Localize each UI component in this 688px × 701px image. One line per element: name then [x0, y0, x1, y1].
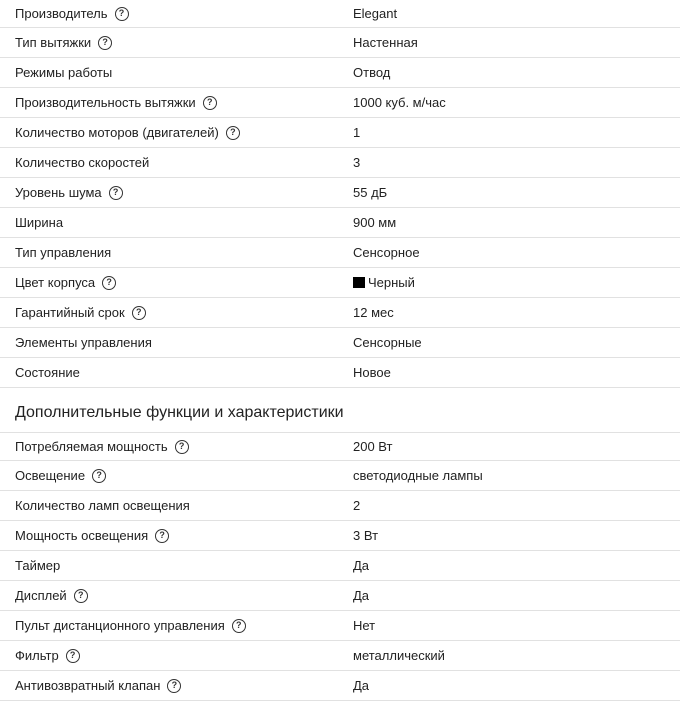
spec-value-cell: [353, 65, 680, 80]
spec-label-cell: [0, 365, 353, 380]
spec-label: Количество скоростей: [15, 155, 150, 170]
spec-label: Тип вытяжки: [15, 35, 92, 50]
spec-label: Потребляемая мощность: [15, 439, 168, 454]
spec-row: [0, 178, 680, 208]
spec-row: [0, 58, 680, 88]
help-icon[interactable]: ?: [203, 96, 217, 110]
section-title-extra-features: [0, 388, 680, 433]
spec-value-cell: [353, 305, 680, 320]
spec-label: Режимы работы: [15, 65, 113, 80]
spec-row: [0, 358, 680, 388]
spec-value-cell: [353, 335, 680, 350]
spec-label-cell: [0, 468, 353, 483]
spec-value: 3: [353, 155, 361, 170]
spec-value-cell: [353, 588, 680, 603]
spec-value: Новое: [353, 365, 391, 380]
spec-row: [0, 461, 680, 491]
spec-label-cell: [0, 678, 353, 693]
help-icon[interactable]: ?: [109, 186, 123, 200]
spec-row: [0, 118, 680, 148]
spec-value-cell: [353, 365, 680, 380]
spec-value-cell: [353, 245, 680, 260]
spec-label-cell: [0, 6, 353, 21]
spec-label: Освещение: [15, 468, 86, 483]
spec-value: Сенсорное: [353, 245, 420, 260]
spec-value: 1000 куб. м/час: [353, 95, 446, 110]
spec-row: [0, 328, 680, 358]
spec-value-cell: [353, 185, 680, 200]
spec-label: Состояние: [15, 365, 80, 380]
spec-label-cell: [0, 275, 353, 290]
spec-value: 1: [353, 125, 361, 140]
spec-label: Количество моторов (двигателей): [15, 125, 219, 140]
spec-label: Мощность освещения: [15, 528, 149, 543]
spec-label-cell: [0, 245, 353, 260]
spec-value: 12 мес: [353, 305, 394, 320]
spec-value: Настенная: [353, 35, 418, 50]
spec-row: [0, 208, 680, 238]
spec-value-cell: [353, 468, 680, 483]
spec-label: Гарантийный срок: [15, 305, 125, 320]
spec-label: Производительность вытяжки: [15, 95, 196, 110]
spec-row: [0, 268, 680, 298]
spec-row: [0, 641, 680, 671]
spec-label: Тип управления: [15, 245, 112, 260]
spec-row: [0, 521, 680, 551]
help-icon[interactable]: ?: [232, 619, 246, 633]
spec-row: [0, 581, 680, 611]
spec-value-cell: [353, 275, 680, 290]
help-icon[interactable]: ?: [98, 36, 112, 50]
spec-value: Отвод: [353, 65, 391, 80]
spec-row: [0, 28, 680, 58]
spec-label-cell: [0, 125, 353, 140]
spec-value: Да: [353, 588, 370, 603]
spec-label-cell: [0, 618, 353, 633]
spec-label-cell: [0, 588, 353, 603]
spec-label-cell: [0, 439, 353, 454]
spec-row: [0, 88, 680, 118]
spec-label: Антивозвратный клапан: [15, 678, 161, 693]
section-title-text: Дополнительные функции и характеристики: [15, 404, 344, 421]
spec-label: Дисплей: [15, 588, 67, 603]
spec-label: Производитель: [15, 6, 108, 21]
spec-row: [0, 491, 680, 521]
spec-value: 200 Вт: [353, 439, 393, 454]
spec-row: [0, 148, 680, 178]
spec-label: Цвет корпуса: [15, 275, 96, 290]
spec-row: [0, 298, 680, 328]
help-icon[interactable]: ?: [155, 529, 169, 543]
spec-value-cell: [353, 678, 680, 693]
spec-label-cell: [0, 558, 353, 573]
spec-label-cell: [0, 35, 353, 50]
spec-label: Фильтр: [15, 648, 59, 663]
help-icon[interactable]: ?: [102, 276, 116, 290]
spec-value-cell: [353, 558, 680, 573]
spec-value: Нет: [353, 618, 376, 633]
spec-value: Да: [353, 678, 370, 693]
spec-value-cell: [353, 95, 680, 110]
spec-label: Элементы управления: [15, 335, 152, 350]
spec-value-cell: [353, 498, 680, 513]
spec-value-cell: [353, 125, 680, 140]
spec-value-cell: [353, 439, 680, 454]
spec-value: светодиодные лампы: [353, 468, 483, 483]
help-icon[interactable]: ?: [115, 7, 129, 21]
spec-value-cell: [353, 155, 680, 170]
extra-spec-table: [0, 433, 680, 701]
spec-value: Да: [353, 558, 370, 573]
spec-label: Пульт дистанционного управления: [15, 618, 225, 633]
help-icon[interactable]: ?: [132, 306, 146, 320]
spec-value: 900 мм: [353, 215, 397, 230]
spec-value: Elegant: [353, 6, 398, 21]
spec-label: Ширина: [15, 215, 64, 230]
spec-value-cell: [353, 528, 680, 543]
spec-row: [0, 551, 680, 581]
spec-value-cell: [353, 618, 680, 633]
spec-value: Сенсорные: [353, 335, 422, 350]
spec-label-cell: [0, 648, 353, 663]
help-icon[interactable]: ?: [92, 469, 106, 483]
spec-label-cell: [0, 215, 353, 230]
help-icon[interactable]: ?: [74, 589, 88, 603]
spec-value: Черный: [368, 275, 415, 290]
spec-row: [0, 0, 680, 28]
spec-value: 2: [353, 498, 361, 513]
help-icon[interactable]: ?: [175, 440, 189, 454]
spec-row: [0, 611, 680, 641]
spec-label-cell: [0, 498, 353, 513]
spec-label-cell: [0, 305, 353, 320]
spec-value-cell: [353, 215, 680, 230]
spec-label-cell: [0, 185, 353, 200]
spec-row: [0, 671, 680, 701]
spec-value: 3 Вт: [353, 528, 379, 543]
color-swatch: [353, 277, 365, 288]
spec-label-cell: [0, 65, 353, 80]
help-icon[interactable]: ?: [66, 649, 80, 663]
help-icon[interactable]: ?: [167, 679, 181, 693]
spec-value-cell: [353, 648, 680, 663]
spec-row: [0, 433, 680, 461]
spec-value: 55 дБ: [353, 185, 388, 200]
spec-label-cell: [0, 335, 353, 350]
spec-label-cell: [0, 95, 353, 110]
spec-row: [0, 238, 680, 268]
spec-value-cell: [353, 35, 680, 50]
spec-label: Уровень шума: [15, 185, 102, 200]
spec-label: Количество ламп освещения: [15, 498, 190, 513]
spec-value: металлический: [353, 648, 445, 663]
spec-value-cell: [353, 6, 680, 21]
spec-label-cell: [0, 528, 353, 543]
help-icon[interactable]: ?: [226, 126, 240, 140]
spec-label-cell: [0, 155, 353, 170]
spec-label: Таймер: [15, 558, 61, 573]
